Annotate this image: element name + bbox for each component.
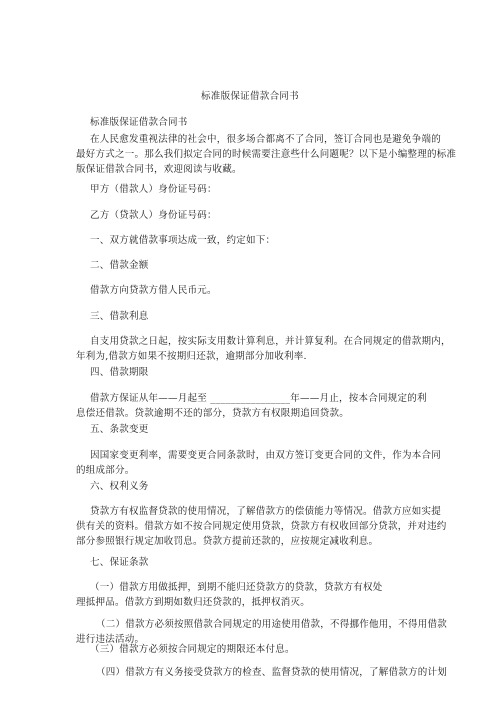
paragraph	[76, 309, 436, 324]
paragraph	[76, 448, 442, 478]
paragraph-line: 版保证借款合同书，欢迎阅读与收藏。	[76, 164, 242, 175]
paragraph-line: 二、借款金额	[90, 260, 149, 271]
paragraph-line: 因国家变更利率，需要变更合同条款时，由双方签订变更合同的文件，作为本合同	[90, 450, 442, 461]
paragraph-line: 在人民愈发重视法律的社会中，很多场合都离不了合同，签订合同也是避免争端的	[90, 134, 442, 145]
paragraph-line: 最好方式之一。那么我们拟定合同的时候需要注意些什么问题呢？以下是小编整理的标准	[76, 149, 457, 160]
paragraph-line: （三）借款方必须按合同规定的期限还本付息。	[90, 644, 295, 655]
paragraph-line: 三、借款利息	[90, 311, 149, 322]
paragraph	[76, 580, 436, 610]
paragraph	[76, 208, 436, 223]
paragraph	[76, 182, 436, 197]
paragraph-line: 甲方（借款人）身份证号码：	[90, 184, 217, 195]
document-title: 标准版保证借款合同书	[200, 91, 299, 102]
paragraph-line: 六、权利义务	[90, 481, 149, 492]
paragraph	[76, 504, 447, 549]
paragraph-line: 借款方向贷款方借人民币元。	[90, 285, 217, 296]
paragraph-line: 年利为,借款方如果不按期归还款，逾期部分加收利率.	[76, 351, 307, 362]
paragraph	[76, 334, 451, 364]
paragraph-line: 供有关的资料。借款方如不按合同规定使用贷款，贷款方有权收回部分贷款，并对违约	[76, 521, 447, 532]
paragraph	[76, 642, 436, 657]
paragraph	[76, 115, 436, 130]
paragraph	[76, 555, 436, 570]
paragraph	[76, 283, 436, 298]
paragraph-line: 部分参照银行规定加收罚息。贷款方提前还款的，应按规定减收利息。	[76, 536, 379, 547]
paragraph	[76, 422, 436, 437]
paragraph-line: 五、条款变更	[90, 424, 149, 435]
paragraph-line: 自支用贷款之日起，按实际支用数计算利息，并计算复利。在合同规定的借款期内，	[90, 336, 451, 347]
paragraph-line: （一）借款方用做抵押，到期不能归还贷款方的贷款，贷款方有权处	[90, 582, 383, 593]
paragraph-line: 进行违法活动。	[76, 634, 145, 645]
paragraph	[76, 132, 457, 177]
paragraph-line: 乙方（贷款人）身份证号码：	[90, 210, 217, 221]
paragraph-line: 四、借款期限	[90, 367, 149, 378]
paragraph	[76, 258, 436, 273]
paragraph	[76, 665, 448, 680]
paragraph-line: 息偿还借款。贷款逾期不还的部分，贷款方有权限期追回贷款。	[76, 408, 350, 419]
paragraph-line: 标准版保证借款合同书	[90, 117, 188, 128]
paragraph	[76, 365, 436, 380]
paragraph-line: 的组成部分。	[76, 465, 135, 476]
paragraph	[76, 479, 436, 494]
paragraph-line: （二）借款方必须按照借款合同规定的用途使用借款，不得挪作他用，不得用借款	[96, 619, 448, 630]
paragraph-line: （四）借款方有义务接受贷款方的检查、监督贷款的使用情况，了解借款方的计划	[96, 667, 448, 678]
paragraph-line: 贷款方有权监督贷款的使用情况，了解借款方的偿债能力等情况。借款方应如实提	[90, 506, 442, 517]
paragraph-line: 七、保证条款	[90, 557, 149, 568]
paragraph-line: 借款方保证从年——月起至 ________________年——月止，按本合同规定的利	[90, 393, 427, 404]
paragraph-line: 一、双方就借款事项达成一致，约定如下：	[90, 235, 276, 246]
paragraph	[76, 233, 436, 248]
paragraph-line: 理抵押品。借款方到期如数归还贷款的，抵押权消灭。	[76, 597, 311, 608]
paragraph	[76, 391, 436, 421]
